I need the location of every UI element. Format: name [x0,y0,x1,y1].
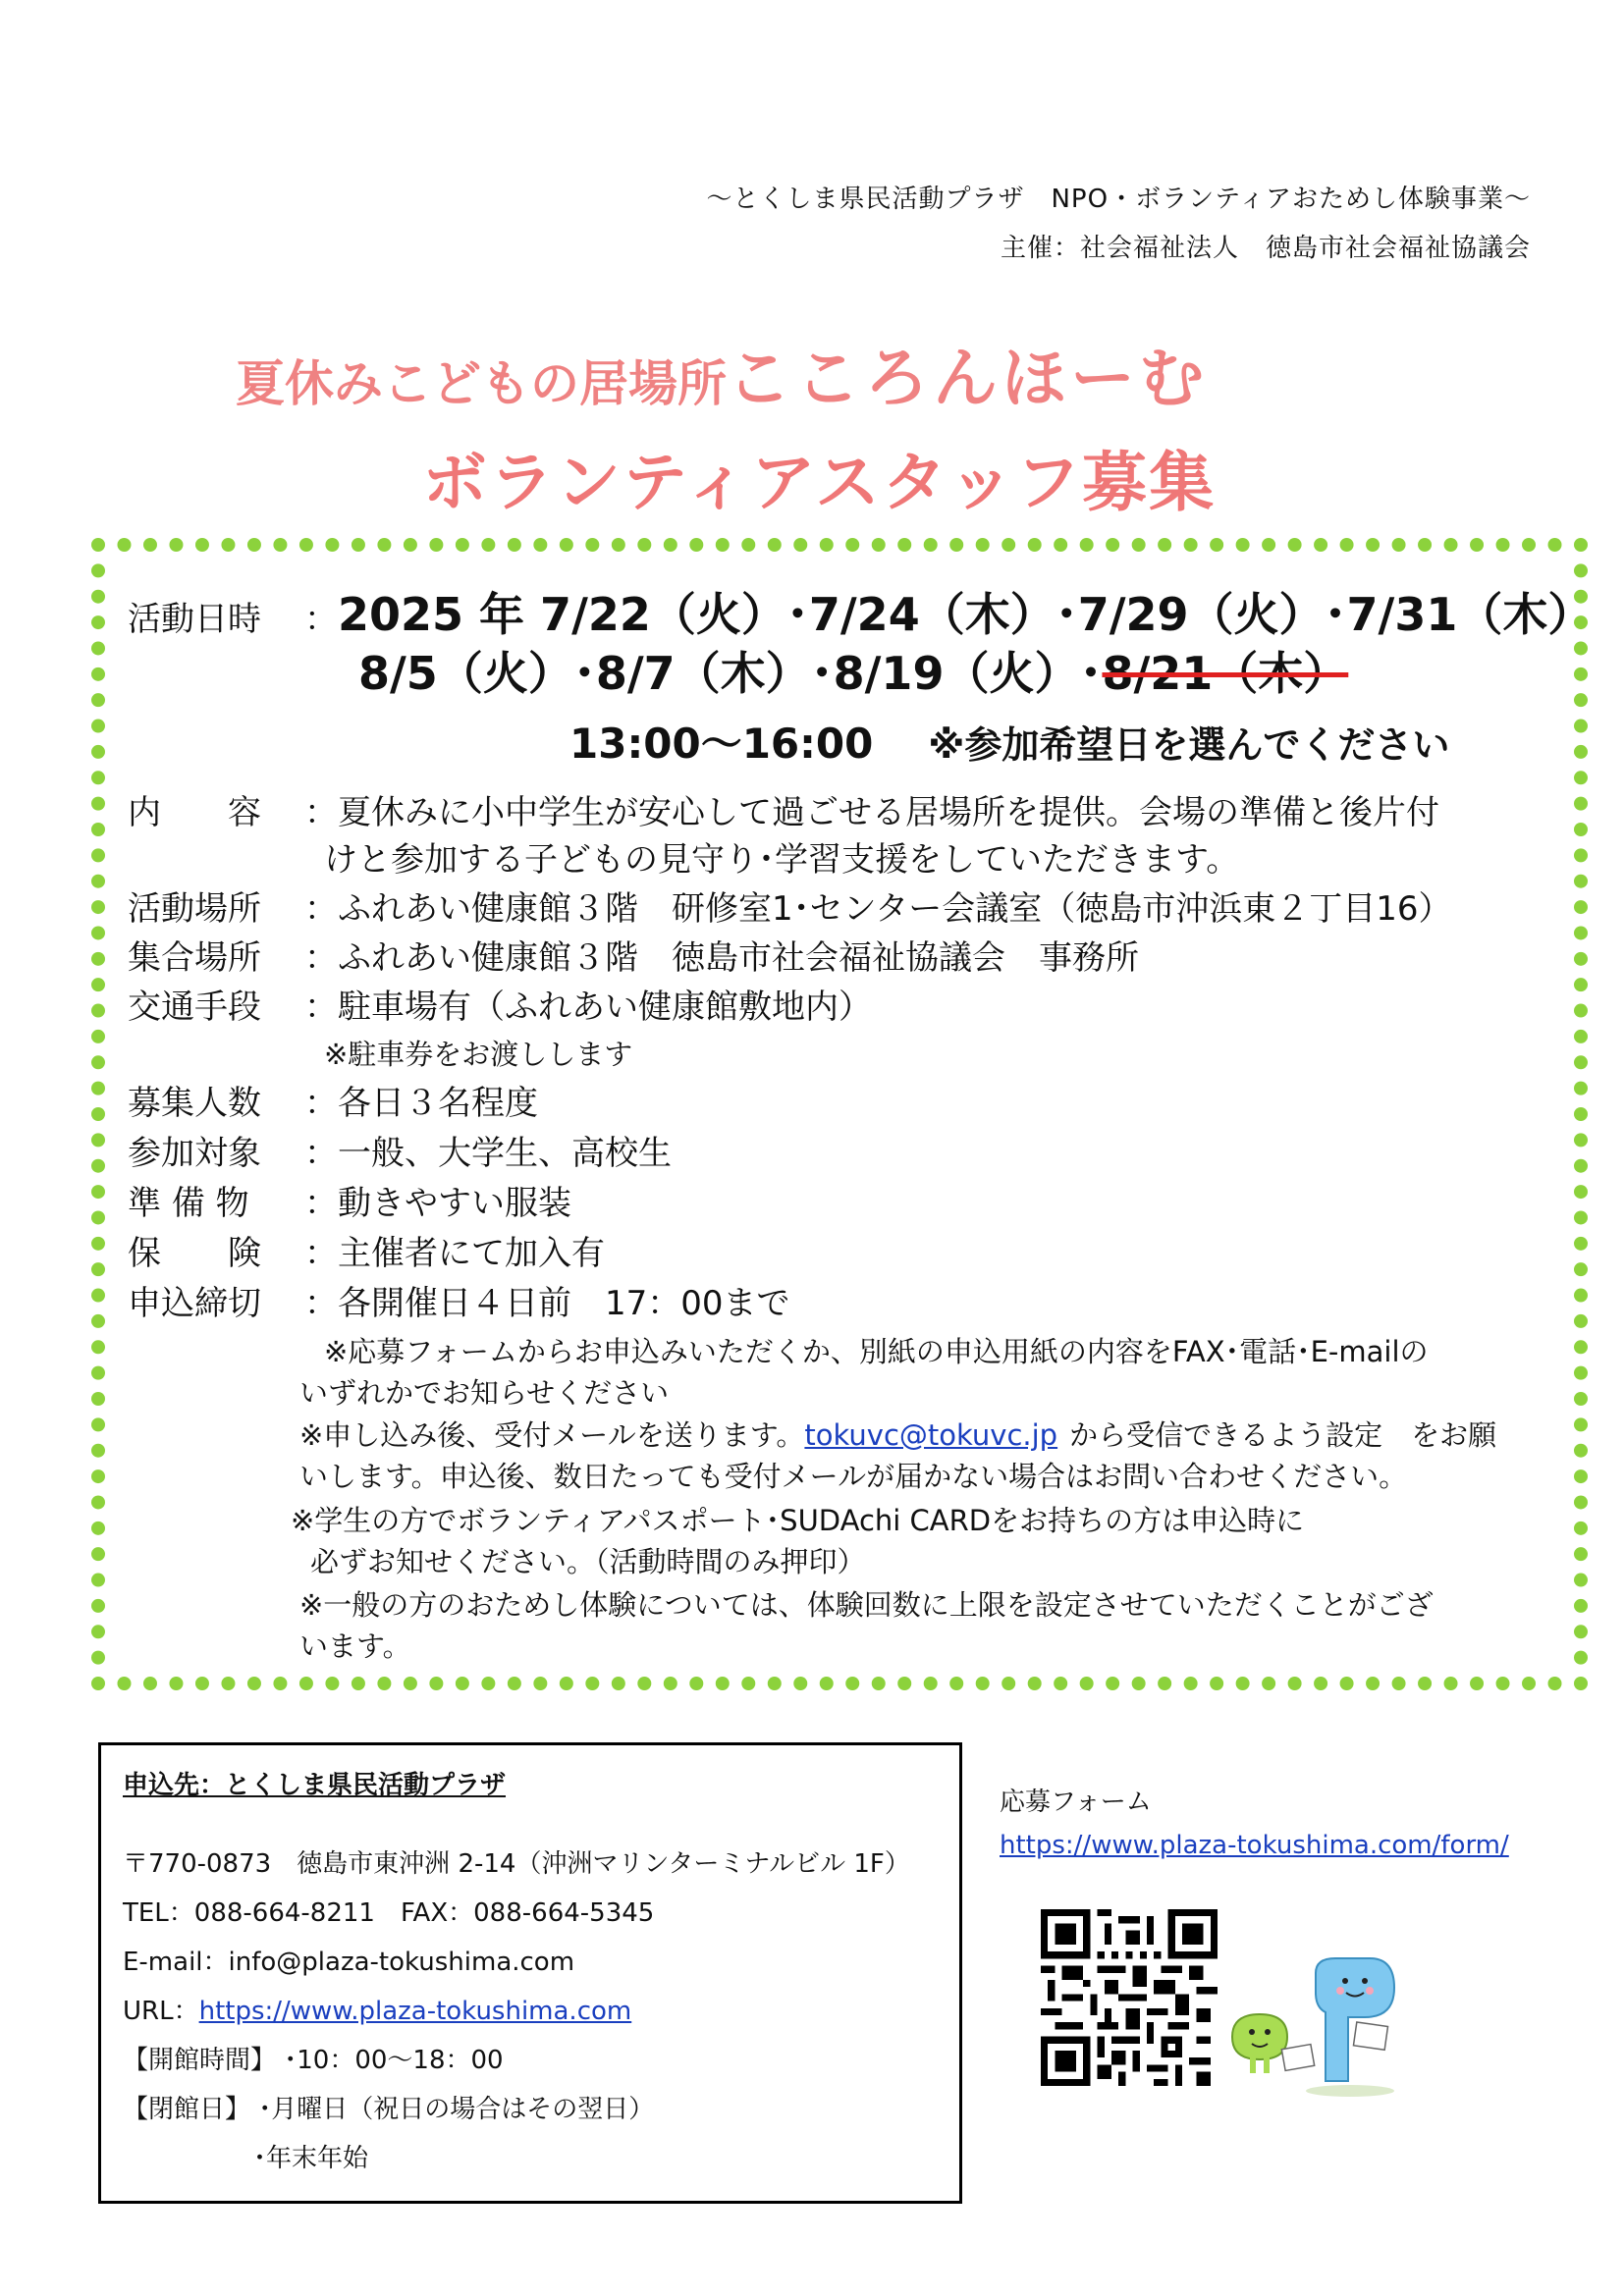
target-label: 参加対象 [128,1134,261,1173]
contact-url-link[interactable]: https://www.plaza-tokushima.com [198,1997,632,2026]
contact-hours: 【開館時間】 ･10：00～18：00 [123,2046,504,2075]
venue-text: ：ふれあい健康館３階 研修室1･センター会議室（徳島市沖浜東２丁目16） [304,889,1452,929]
content-text-1: ：夏休みに小中学生が安心して過ごせる居場所を提供。会場の準備と後片付 [304,793,1439,832]
deadline-text: ：各開催日４日前 17：00まで [304,1284,790,1323]
note-2b: いします。申込後、数日たっても受付メールが届かない場合はお問い合わせください。 [299,1460,1408,1493]
note-4b: います。 [299,1629,411,1663]
contact-closed-2: ･年末年始 [253,2144,369,2173]
form-url-link[interactable]: https://www.plaza-tokushima.com/form/ [1000,1831,1509,1860]
dates-line-1: 2025 年 7/22（火）･7/24（木）･7/29（火）･7/31（木） [338,588,1594,641]
meeting-text: ：ふれあい健康館３階 徳島市社会福祉協議会 事務所 [304,938,1139,978]
count-row [128,1076,538,1124]
meeting-label: 集合場所 [128,938,261,978]
event-series-line: ～とくしま県民活動プラザ NPO・ボランティアおためし体験事業～ [706,185,1531,214]
meeting-row [128,931,1139,979]
contact-closed: 【閉館日】 ･月曜日（祝日の場合はその翌日） [123,2095,655,2124]
note-4a: ※一般の方のおためし体験については、体験回数に上限を設定させていただくことがござ [299,1588,1434,1622]
count-label: 募集人数 [128,1084,261,1123]
prep-text: ：動きやすい服装 [304,1184,571,1223]
insurance-text: ：主催者にて加入有 [304,1234,605,1273]
time-note: ※参加希望日を選んでください [928,723,1450,767]
note-3a: ※学生の方でボランティアパスポート･SUDAchi CARDをお持ちの方は申込時に [291,1504,1305,1537]
contact-address: 〒770-0873 徳島市東沖洲 2-14（沖洲マリンターミナルビル 1F） [123,1849,910,1879]
qr-code-icon[interactable] [1041,1909,1218,2086]
content-text-2: けと参加する子どもの見守り･学習支援をしていただきます。 [324,840,1240,880]
transport-label: 交通手段 [128,988,261,1027]
note-2a: ※申し込み後、受付メールを送ります。tokuvc@tokuvc.jp から受信できるよう設定 をお願 [299,1418,1497,1452]
note-3b: 必ずお知せください。（活動時間のみ押印） [310,1545,866,1578]
dates-row-1: 活動日時 ：2025 年 7/22（火）･7/24（木）･7/29（火）･7/31（木） [128,588,1594,641]
time-range: 13:00～16:00 [569,720,874,768]
time-row [569,712,1449,771]
content-label: 内 容 [128,793,261,832]
content-row [128,785,1439,833]
cancelled-date: 8/21（木） [1102,647,1349,700]
note-1b: いずれかでお知らせください [299,1376,670,1410]
dates-line-2: 8/5（火）･8/7（木）･8/19（火）･ [358,647,1103,700]
target-text: ：一般、大学生、高校生 [304,1134,672,1173]
venue-row [128,881,1452,930]
title-part-1: 夏休みこどもの居場所 [236,355,727,412]
page-title [236,326,1208,419]
insurance-row [128,1226,605,1274]
deadline-row [128,1276,790,1324]
dates-label: 活動日時 [128,600,261,639]
insurance-label: 保 険 [128,1234,261,1273]
contact-email: E-mail：info@plaza-tokushima.com [123,1948,575,1977]
venue-label: 活動場所 [128,889,261,929]
reply-email-link[interactable]: tokuvc@tokuvc.jp [804,1418,1058,1452]
deadline-label: 申込締切 [128,1284,261,1323]
contact-title: 申込先：とくしま県民活動プラザ [123,1771,507,1800]
organizer-line: 主催：社会福祉法人 徳島市社会福祉協議会 [1000,234,1531,263]
prep-row [128,1176,571,1224]
mascot-illustration [1222,1953,1399,2101]
count-text: ：各日３名程度 [304,1084,538,1123]
target-row [128,1126,672,1174]
transport-text: ：駐車場有（ふれあい健康館敷地内） [304,988,872,1027]
dates-row-2 [358,638,1348,703]
contact-box [98,1742,962,2204]
form-label: 応募フォーム [1000,1788,1152,1817]
title-part-2: こころんほーむ [727,341,1208,416]
parking-note: ※駐車券をお渡しします [324,1038,633,1071]
contact-tel-fax: TEL：088-664-8211 FAX：088-664-5345 [123,1898,655,1928]
prep-label: 準 備 物 [128,1184,249,1223]
transport-row [128,980,872,1028]
note-1a: ※応募フォームからお申込みいただくか、別紙の申込用紙の内容をFAX･電話･E-mailの [324,1335,1429,1368]
contact-url-row: URL：https://www.plaza-tokushima.com [123,1997,632,2026]
page-subtitle: ボランティアスタッフ募集 [422,445,1217,520]
